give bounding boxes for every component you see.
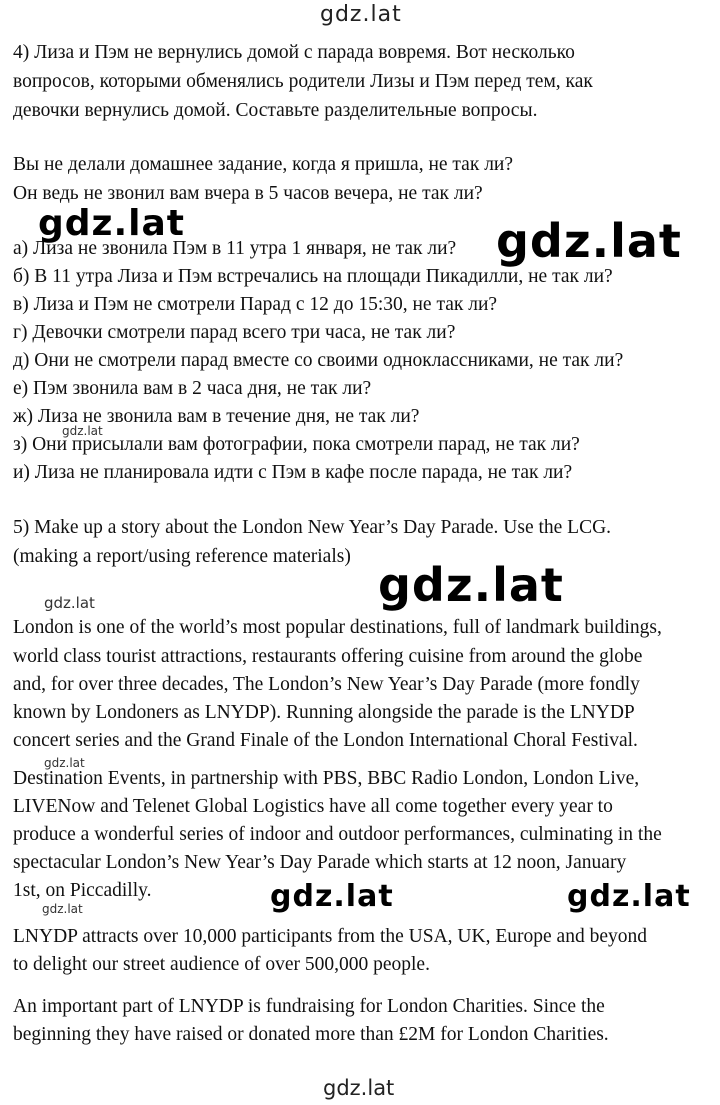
list-item: з) Они присылали вам фотографии, пока смотрели парад, не так ли? (13, 434, 580, 455)
text-line: LIVENow and Telenet Global Logistics have all come together every year to (13, 796, 613, 817)
text-line: 4) Лиза и Пэм не вернулись домой с парада вовремя. Вот несколько (13, 42, 575, 63)
text-line: known by Londoners as LNYDP). Running alongside the parade is the LNYDP (13, 702, 635, 723)
text-line: Он ведь не звонил вам вчера в 5 часов вечера, не так ли? (13, 183, 483, 204)
text-line: and, for over three decades, The London’s New Year’s Day Parade (more fondly (13, 674, 640, 695)
text-line: Вы не делали домашнее задание, когда я пришла, не так ли? (13, 154, 514, 175)
list-item: б) В 11 утра Лиза и Пэм встречались на площади Пикадилли, не так ли? (13, 266, 613, 287)
watermark: gdz.lat (496, 214, 682, 268)
text-line: beginning they have raised or donated more than £2M for London Charities. (13, 1024, 609, 1045)
text-line: London is one of the world’s most popular destinations, full of landmark buildings, (13, 617, 662, 638)
watermark: gdz.lat (44, 594, 95, 612)
text-line: world class tourist attractions, restaurants offering cuisine from around the globe (13, 646, 643, 667)
watermark: gdz.lat (323, 1076, 395, 1100)
watermark: gdz.lat (42, 902, 83, 916)
text-line: to delight our street audience of over 500,000 people. (13, 954, 430, 975)
watermark: gdz.lat (567, 879, 691, 914)
text-line: 1st, on Piccadilly. (13, 880, 152, 901)
list-item: г) Девочки смотрели парад всего три часа, не так ли? (13, 322, 456, 343)
text-line: concert series and the Grand Finale of the London International Choral Festival. (13, 730, 638, 751)
text-line: (making a report/using reference materials) (13, 546, 351, 567)
list-item: а) Лиза не звонила Пэм в 11 утра 1 января, не так ли? (13, 238, 457, 259)
text-line: девочки вернулись домой. Составьте разделительные вопросы. (13, 100, 538, 121)
text-line: Destination Events, in partnership with PBS, BBC Radio London, London Live, (13, 768, 640, 789)
text-line: LNYDP attracts over 10,000 participants from the USA, UK, Europe and beyond (13, 926, 647, 947)
list-item: и) Лиза не планировала идти с Пэм в кафе после парада, не так ли? (13, 462, 573, 483)
watermark: gdz.lat (378, 558, 564, 612)
watermark: gdz.lat (62, 424, 103, 438)
list-item: д) Они не смотрели парад вместе со своими одноклассниками, не так ли? (13, 350, 624, 371)
watermark: gdz.lat (44, 756, 85, 770)
text-line: produce a wonderful series of indoor and outdoor performances, culminating in the (13, 824, 662, 845)
watermark: gdz.lat (320, 2, 402, 27)
watermark: gdz.lat (270, 879, 394, 914)
text-line: вопросов, которыми обменялись родители Лизы и Пэм перед тем, как (13, 71, 593, 92)
list-item: е) Пэм звонила вам в 2 часа дня, не так ли? (13, 378, 372, 399)
text-line: spectacular London’s New Year’s Day Parade which starts at 12 noon, January (13, 852, 627, 873)
list-item: в) Лиза и Пэм не смотрели Парад с 12 до 15:30, не так ли? (13, 294, 498, 315)
list-item: ж) Лиза не звонила вам в течение дня, не так ли? (13, 406, 420, 427)
text-line: 5) Make up a story about the London New Year’s Day Parade. Use the LCG. (13, 517, 612, 538)
text-line: An important part of LNYDP is fundraising for London Charities. Since the (13, 996, 605, 1017)
watermark: gdz.lat (38, 203, 186, 244)
